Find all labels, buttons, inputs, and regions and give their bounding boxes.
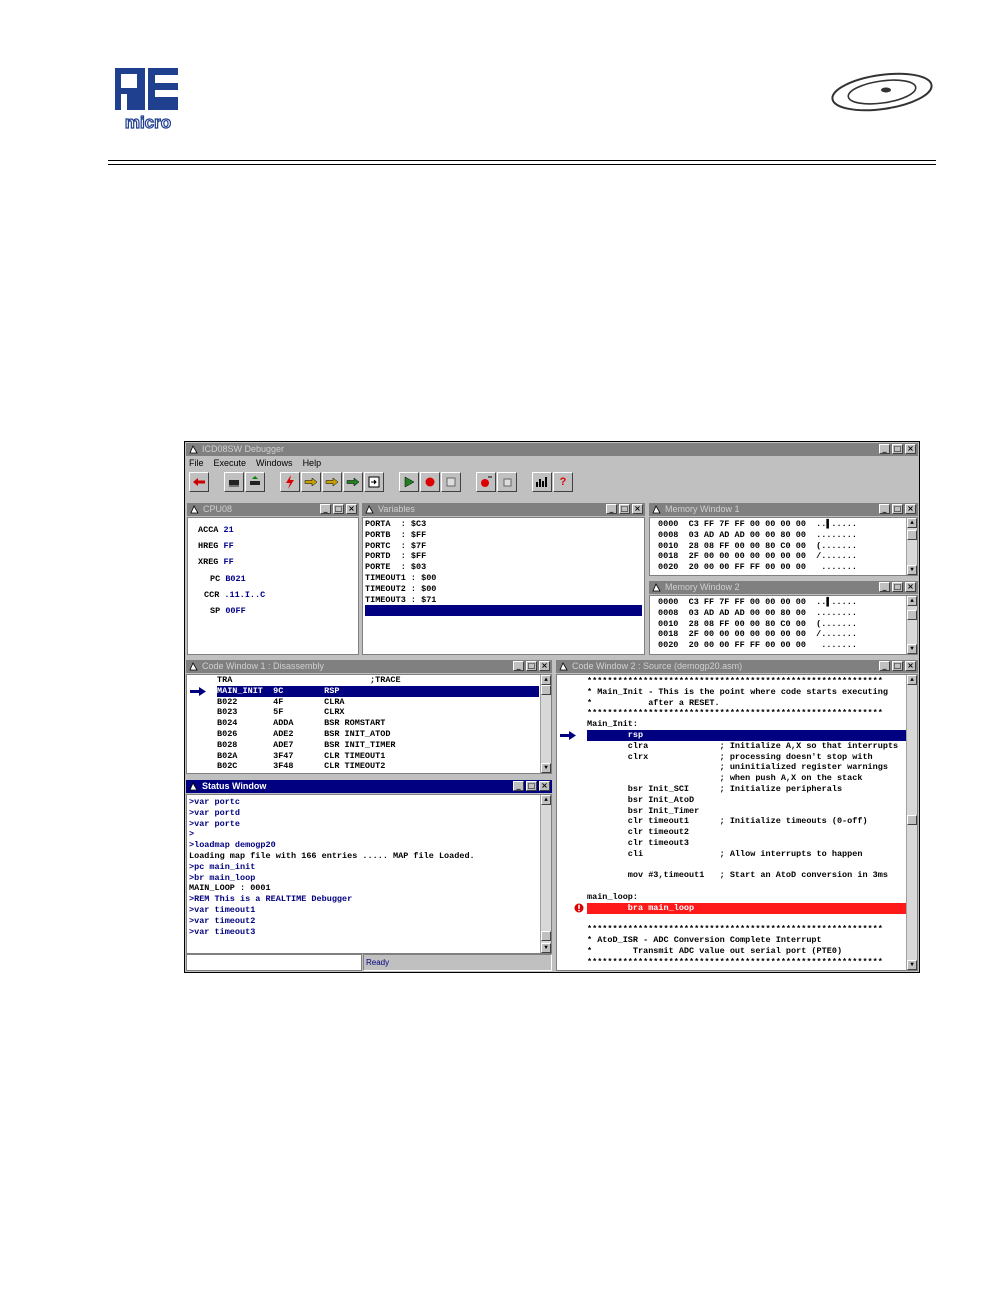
variables-window-titlebar[interactable] (362, 503, 645, 516)
close-button[interactable]: × (632, 504, 643, 514)
step-over-icon[interactable] (343, 472, 363, 492)
disassembly-scrollbar[interactable] (540, 675, 551, 773)
breakpoint-icon[interactable] (574, 903, 584, 913)
scroll-up-icon[interactable]: ▲ (541, 675, 551, 685)
bug-icon (365, 505, 374, 514)
source-line[interactable]: bsr Init_SCI ; Initialize peripherals (587, 783, 843, 794)
log-line: >var timeout2 (189, 915, 256, 926)
log-line: > (189, 829, 195, 840)
bug-icon (559, 662, 568, 671)
source-line[interactable]: ********************************************************** (587, 924, 883, 935)
minimize-button[interactable]: _ (513, 661, 524, 671)
memory-window-2-pane (649, 595, 918, 655)
menu-help[interactable]: Help (302, 458, 322, 468)
log-line: >br main_loop (189, 872, 256, 883)
highlight-stop-icon[interactable] (441, 472, 461, 492)
svg-text:micro: micro (124, 113, 172, 130)
disassembly-row[interactable]: TRA ;TRACE (217, 675, 401, 685)
bug-icon (189, 782, 198, 791)
log-line: >var timeout1 (189, 904, 256, 915)
source-line[interactable]: * Transmit ADC value out serial port (PTE0) (587, 945, 843, 956)
memory-row[interactable]: 0008 03 AD AD AD 00 00 80 00 ........ (658, 529, 857, 540)
source-line[interactable]: bsr Init_AtoD (587, 794, 695, 805)
register-row[interactable]: XREG FF (198, 557, 234, 568)
source-line[interactable]: clr timeout1 ; Initialize timeouts (0-off) (587, 816, 868, 827)
close-button[interactable]: × (905, 661, 916, 671)
memory-row[interactable]: 0000 C3 FF 7F FF 00 00 00 00 ..▌..... (658, 597, 857, 607)
bug-icon (189, 662, 198, 671)
status-log-pane (186, 794, 552, 954)
app-title: ICD08SW Debugger (202, 444, 285, 454)
variables-window-title: Variables (378, 504, 415, 514)
disassembly-row[interactable]: B024 ADDA BSR ROMSTART (217, 718, 386, 729)
close-button[interactable]: × (539, 781, 550, 791)
maximize-button[interactable]: □ (334, 504, 343, 513)
clear-breakpoint-icon[interactable] (497, 472, 517, 492)
toolbar (189, 472, 574, 494)
app-titlebar[interactable] (186, 443, 918, 456)
source-line[interactable]: ********************************************************** (587, 676, 883, 686)
variable-row[interactable]: PORTC : $7F (365, 540, 427, 551)
cpu-window-title: CPU08 (203, 504, 233, 514)
log-line: >var porte (189, 818, 241, 829)
disassembly-row[interactable]: B023 5F CLRX (217, 707, 345, 718)
log-line: >var portd (189, 807, 241, 818)
variables-pane (362, 517, 645, 655)
menu-bar (189, 458, 321, 470)
variable-row[interactable]: TIMEOUT3 : $71 (365, 594, 437, 605)
minimize-button[interactable]: _ (879, 661, 890, 671)
source-line[interactable]: clr timeout2 (587, 827, 690, 838)
memory-row[interactable]: 0000 C3 FF 7F FF 00 00 00 00 ..▌..... (658, 519, 857, 529)
log-line: >pc main_init (189, 861, 256, 872)
source-pane (556, 674, 918, 971)
variable-row[interactable]: TIMEOUT2 : $00 (365, 583, 437, 594)
log-line: MAIN_LOOP : 0001 (189, 883, 271, 894)
scroll-down-icon[interactable]: ▼ (541, 943, 551, 953)
log-line: Loading map file with 166 entries ..... MAP file Loaded. (189, 850, 475, 861)
minimize-button[interactable]: _ (879, 504, 890, 514)
source-line[interactable]: bsr Init_Timer (587, 805, 700, 816)
back-arrow-icon[interactable] (189, 472, 209, 492)
scroll-down-icon[interactable]: ▼ (907, 644, 917, 654)
source-line[interactable]: mov #3,timeout1 ; Start an AtoD conversion in 3ms (587, 870, 888, 881)
scroll-down-icon[interactable]: ▼ (541, 763, 551, 773)
source-line-current[interactable]: rsp (587, 730, 917, 741)
scroll-down-icon[interactable]: ▼ (907, 565, 917, 575)
reset-chip-icon[interactable] (224, 472, 244, 492)
maximize-button[interactable]: □ (893, 582, 902, 591)
minimize-button[interactable]: _ (606, 504, 617, 514)
code-window-1-titlebar[interactable] (186, 660, 552, 673)
source-line[interactable]: * after a RESET. (587, 697, 720, 708)
source-line[interactable]: cli ; Allow interrupts to happen (587, 848, 863, 859)
source-line[interactable]: clr timeout3 (587, 837, 690, 848)
source-line[interactable]: clra ; Initialize A,X so that interrupts (587, 740, 899, 751)
register-row[interactable]: PC B021 (210, 573, 246, 584)
pc-pointer-arrow-icon (190, 687, 206, 696)
memory-row[interactable]: 0010 28 08 FF 00 00 80 C0 00 (....... (658, 618, 857, 629)
disassembly-row[interactable]: B02A 3F47 CLR TIMEOUT1 (217, 750, 386, 761)
source-line[interactable] (587, 914, 917, 925)
memory-row[interactable]: 0008 03 AD AD AD 00 00 80 00 ........ (658, 607, 857, 618)
status-window-titlebar[interactable] (186, 780, 552, 793)
scroll-up-icon[interactable]: ▲ (907, 596, 917, 606)
bug-icon (190, 505, 199, 514)
memory-window-2-titlebar[interactable] (649, 581, 918, 594)
source-line[interactable]: Main_Init: (587, 719, 639, 730)
maximize-button[interactable]: □ (893, 444, 902, 453)
memory-window-2-title: Memory Window 2 (665, 582, 740, 592)
multi-step-icon[interactable] (322, 472, 342, 492)
maximize-button[interactable]: □ (620, 504, 629, 513)
variable-row-selected[interactable] (365, 605, 642, 616)
close-button[interactable]: × (905, 582, 916, 592)
variable-row[interactable]: PORTE : $03 (365, 562, 427, 573)
variable-row[interactable]: PORTA : $C3 (365, 519, 427, 529)
scroll-up-icon[interactable]: ▲ (907, 518, 917, 528)
source-scrollbar[interactable] (906, 675, 917, 970)
register-row[interactable]: ACCA 21 (198, 525, 234, 535)
stop-icon[interactable] (420, 472, 440, 492)
register-row[interactable]: CCR .11.I..C (204, 589, 266, 600)
memory-row[interactable]: 0020 20 00 00 FF FF 00 00 00 ....... (658, 562, 857, 573)
maximize-button[interactable]: □ (893, 504, 902, 513)
source-line[interactable]: * Main_Init - This is the point where code starts executing (587, 686, 888, 697)
scroll-up-icon[interactable]: ▲ (541, 795, 551, 805)
maximize-button[interactable]: □ (527, 661, 536, 670)
bug-icon (652, 583, 661, 592)
close-button[interactable]: × (905, 504, 916, 514)
status-text: Ready (363, 954, 552, 971)
register-row[interactable]: SP 00FF (210, 606, 246, 617)
set-breakpoint-icon[interactable] (476, 472, 496, 492)
source-line[interactable] (587, 881, 917, 892)
header-rule-bottom (108, 164, 936, 165)
disassembly-row-current[interactable]: MAIN_INIT 9C RSP (217, 686, 539, 697)
memory-row[interactable]: 0010 28 08 FF 00 00 80 C0 00 (....... (658, 540, 857, 551)
scroll-thumb[interactable] (907, 815, 917, 825)
source-line[interactable]: main_loop: (587, 891, 639, 902)
disassembly-row[interactable]: B028 ADE7 BSR INIT_TIMER (217, 739, 396, 750)
register-row[interactable]: HREG FF (198, 541, 234, 552)
memory-window-2-scrollbar[interactable] (906, 596, 917, 654)
help-icon[interactable]: ? (553, 472, 573, 492)
pe-micro-logo (115, 68, 181, 130)
minimize-button[interactable]: _ (879, 444, 890, 454)
scroll-thumb[interactable] (907, 610, 917, 620)
go-icon[interactable] (399, 472, 419, 492)
cpu-window-titlebar[interactable] (187, 503, 359, 516)
status-scrollbar[interactable] (540, 795, 551, 953)
menu-execute[interactable]: Execute (213, 458, 247, 468)
variable-row[interactable]: PORTB : $FF (365, 529, 427, 540)
minimize-button[interactable]: _ (513, 781, 524, 791)
disassembly-row[interactable]: B02C 3F48 CLR TIMEOUT2 (217, 761, 386, 772)
disassembly-row[interactable]: B026 ADE2 BSR INIT_ATOD (217, 728, 391, 739)
maximize-button[interactable]: □ (893, 661, 902, 670)
bug-icon (652, 505, 661, 514)
close-button[interactable]: × (346, 504, 357, 514)
memory-window-1-pane (649, 517, 918, 576)
menu-file[interactable]: File (189, 458, 204, 468)
command-input[interactable] (186, 954, 362, 971)
scroll-thumb[interactable] (541, 685, 551, 695)
code-window-2-titlebar[interactable] (556, 660, 918, 673)
close-button[interactable]: × (905, 444, 916, 454)
source-line[interactable]: clrx ; processing doesn't stop with (587, 751, 873, 762)
minimize-button[interactable]: _ (320, 504, 331, 514)
disassembly-pane (186, 674, 552, 774)
step-icon[interactable] (301, 472, 321, 492)
code-window-1-title: Code Window 1 : Disassembly (202, 661, 325, 671)
cpu-registers-pane (187, 517, 359, 655)
source-line-breakpoint[interactable]: bra main_loop (587, 903, 917, 914)
flash-icon[interactable] (280, 472, 300, 492)
source-line[interactable] (587, 860, 917, 871)
bug-icon (189, 445, 198, 454)
variable-row[interactable]: PORTD : $FF (365, 551, 427, 562)
memory-window-1-title: Memory Window 1 (665, 504, 740, 514)
chart-icon[interactable] (532, 472, 552, 492)
source-line[interactable]: ********************************************************** (587, 708, 883, 719)
memory-window-1-scrollbar[interactable] (906, 518, 917, 575)
header-rule-top (108, 160, 936, 161)
scroll-up-icon[interactable]: ▲ (907, 675, 917, 685)
code-window-2-title: Code Window 2 : Source (demogp20.asm) (572, 661, 743, 671)
status-window-title: Status Window (202, 781, 267, 791)
log-line: >REM This is a REALTIME Debugger (189, 894, 353, 905)
source-line[interactable]: * AtoD_ISR - ADC Conversion Complete Interrupt (587, 935, 822, 946)
log-line: >loadmap demogp20 (189, 840, 276, 851)
variable-row[interactable]: TIMEOUT1 : $00 (365, 572, 437, 583)
menu-windows[interactable]: Windows (256, 458, 293, 468)
load-chip-icon[interactable] (245, 472, 265, 492)
disassembly-row[interactable]: B022 4F CLRA (217, 696, 345, 707)
scroll-thumb[interactable] (541, 931, 551, 941)
scroll-thumb[interactable] (907, 530, 917, 540)
disc-logo-icon (830, 70, 938, 116)
minimize-button[interactable]: _ (879, 582, 890, 592)
debugger-app-window (184, 441, 920, 973)
memory-row[interactable]: 0018 2F 00 00 00 00 00 00 00 /....... (658, 551, 857, 562)
source-line[interactable]: ********************************************************** (587, 956, 883, 967)
go-till-icon[interactable] (364, 472, 384, 492)
pc-pointer-arrow-icon (560, 731, 576, 740)
log-line: >var timeout3 (189, 926, 256, 937)
close-button[interactable]: × (539, 661, 550, 671)
memory-window-1-titlebar[interactable] (649, 503, 918, 516)
log-line: >var portc (189, 797, 241, 807)
memory-row[interactable]: 0018 2F 00 00 00 00 00 00 00 /....... (658, 629, 857, 640)
scroll-down-icon[interactable]: ▼ (907, 960, 917, 970)
source-line[interactable]: ; when push A,X on the stack (587, 773, 863, 784)
maximize-button[interactable]: □ (527, 781, 536, 790)
source-line[interactable]: ; uninitialized register warnings (587, 762, 888, 773)
memory-row[interactable]: 0020 20 00 00 FF FF 00 00 00 ....... (658, 640, 857, 651)
